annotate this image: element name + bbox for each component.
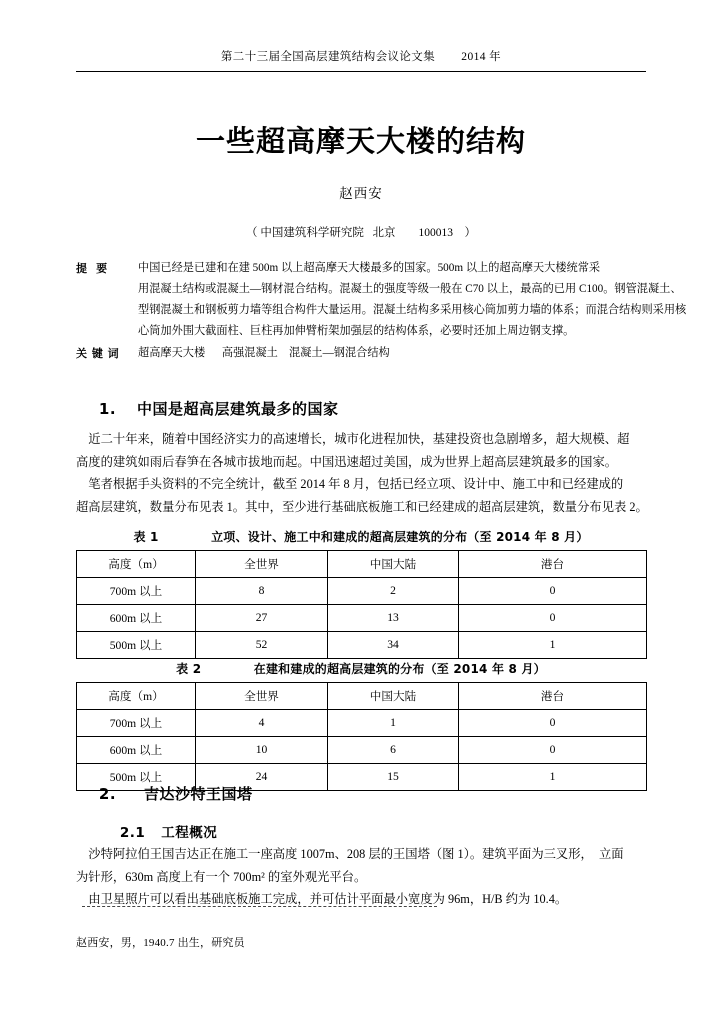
abstract-row [76,258,687,342]
table-2-caption: 表 2 在建和建成的超高层建筑的分布（至 2014 年 8 月） [176,662,546,676]
cell-mainland: 13 [328,605,459,632]
table-row [77,578,647,605]
cell-hktw: 0 [459,605,647,632]
cell-hktw: 1 [459,764,647,791]
column-header: 港台 [459,551,647,578]
cell-hktw: 0 [459,737,647,764]
table-row [77,710,647,737]
column-header: 全世界 [196,683,328,710]
paragraph-line: 沙特阿拉伯王国吉达正在施工一座高度 1007m、208 层的王国塔（图 1）。建筑平面为三叉形， 立面 [76,847,624,861]
keywords-row [76,343,656,364]
abstract-label: 提 要 [76,262,108,275]
abstract-line: 用混凝土结构或混凝土—钢材混合结构。混凝土的强度等级一般在 C70 以上，最高的已用 C100。钢管混凝土、 [138,283,682,295]
table-1-block [76,528,646,659]
cell-world: 10 [196,737,328,764]
page-title: 一些超高摩天大楼的结构 [195,124,526,158]
column-header: 中国大陆 [328,683,459,710]
cell-world: 52 [196,632,328,659]
cell-hktw: 0 [459,578,647,605]
abstract-line: 心筒加外围大截面柱、巨柱再加伸臂桁架加强层的结构体系，必要时还加上周边钢支撑。 [138,325,575,337]
table-row [77,632,647,659]
section-1-body [76,428,648,518]
section-2-body [76,843,648,911]
cell-hktw: 0 [459,710,647,737]
cell-height: 700m 以上 [77,710,196,737]
table-1 [76,550,647,659]
cell-height: 600m 以上 [77,605,196,632]
cell-height: 600m 以上 [77,737,196,764]
cell-hktw: 1 [459,632,647,659]
cell-mainland: 15 [328,764,459,791]
cell-mainland: 6 [328,737,459,764]
cell-world: 4 [196,710,328,737]
header-rule [76,71,646,72]
cell-height: 500m 以上 [77,632,196,659]
paragraph-line: 超高层建筑，数量分布见表 1。其中，至少进行基础底板施工和已经建成的超高层建筑，数量分布见表 2。 [76,499,648,514]
abstract-line: 型钢混凝土和钢板剪力墙等组合构件大量运用。混凝土结构多采用核心筒加剪力墙的体系；而混合结构则采用核 [138,304,687,316]
column-header: 高度（m） [77,551,196,578]
section-2-1-title: 工程概况 [161,825,218,841]
section-2-1-number: 2.1 [119,825,146,841]
keywords-label: 关 键 词 [76,347,120,360]
paragraph-line: 由卫星照片可以看出基础底板施工完成，并可估计平面最小宽度为 96m，H/B 约为 10.4。 [76,892,568,906]
cell-mainland: 34 [328,632,459,659]
section-1-number: 1. [98,400,117,418]
cell-world: 24 [196,764,328,791]
paragraph-line: 为针形，630m 高度上有一个 700m² 的室外观光平台。 [76,869,367,884]
author-name: 赵西安 [339,186,383,201]
abstract-block [76,258,687,364]
table-header-row [77,683,647,710]
cell-world: 27 [196,605,328,632]
table-row [77,737,647,764]
column-header: 全世界 [196,551,328,578]
abstract-text [138,258,686,342]
table-header-row [77,551,647,578]
cell-mainland: 2 [328,578,459,605]
cell-height: 700m 以上 [77,578,196,605]
table-row [77,605,647,632]
cell-world: 8 [196,578,328,605]
table-1-caption: 表 1 立项、设计、施工中和建成的超高层建筑的分布（至 2014 年 8 月） [133,530,589,544]
footnote-text: 赵西安，男，1940.7 出生，研究员 [76,937,245,949]
section-2-number: 2. [98,785,117,803]
keywords-text: 超高摩天大楼 高强混凝土 混凝土—钢混合结构 [138,347,390,359]
paragraph-line: 笔者根据手头资料的不完全统计，截至 2014 年 8 月，包括已经立项、设计中、施工中和已经建成的 [76,477,624,491]
column-header: 中国大陆 [328,551,459,578]
column-header: 港台 [459,683,647,710]
paragraph-line: 近二十年来，随着中国经济实力的高速增长，城市化进程加快，基建投资也急剧增多，超大规模、超 [76,432,630,446]
column-header: 高度（m） [77,683,196,710]
section-1-title: 中国是超高层建筑最多的国家 [137,400,339,418]
cell-height: 500m 以上 [77,764,196,791]
paragraph-line: 高度的建筑如雨后春笋在各城市拔地而起。中国迅速超过美国，成为世界上超高层建筑最多的国家。 [76,454,618,469]
section-2-title: 吉达沙特王国塔 [144,785,253,803]
footnote-separator [82,906,437,907]
running-header: 第二十三届全国高层建筑结构会议论文集 2014 年 [220,51,502,63]
author-affiliation: （ 中国建筑科学研究院 北京 100013 ） [246,227,476,239]
abstract-line: 中国已经是已建和在建 500m 以上超高摩天大楼最多的国家。500m 以上的超高摩天大楼统常采 [138,262,601,274]
cell-mainland: 1 [328,710,459,737]
